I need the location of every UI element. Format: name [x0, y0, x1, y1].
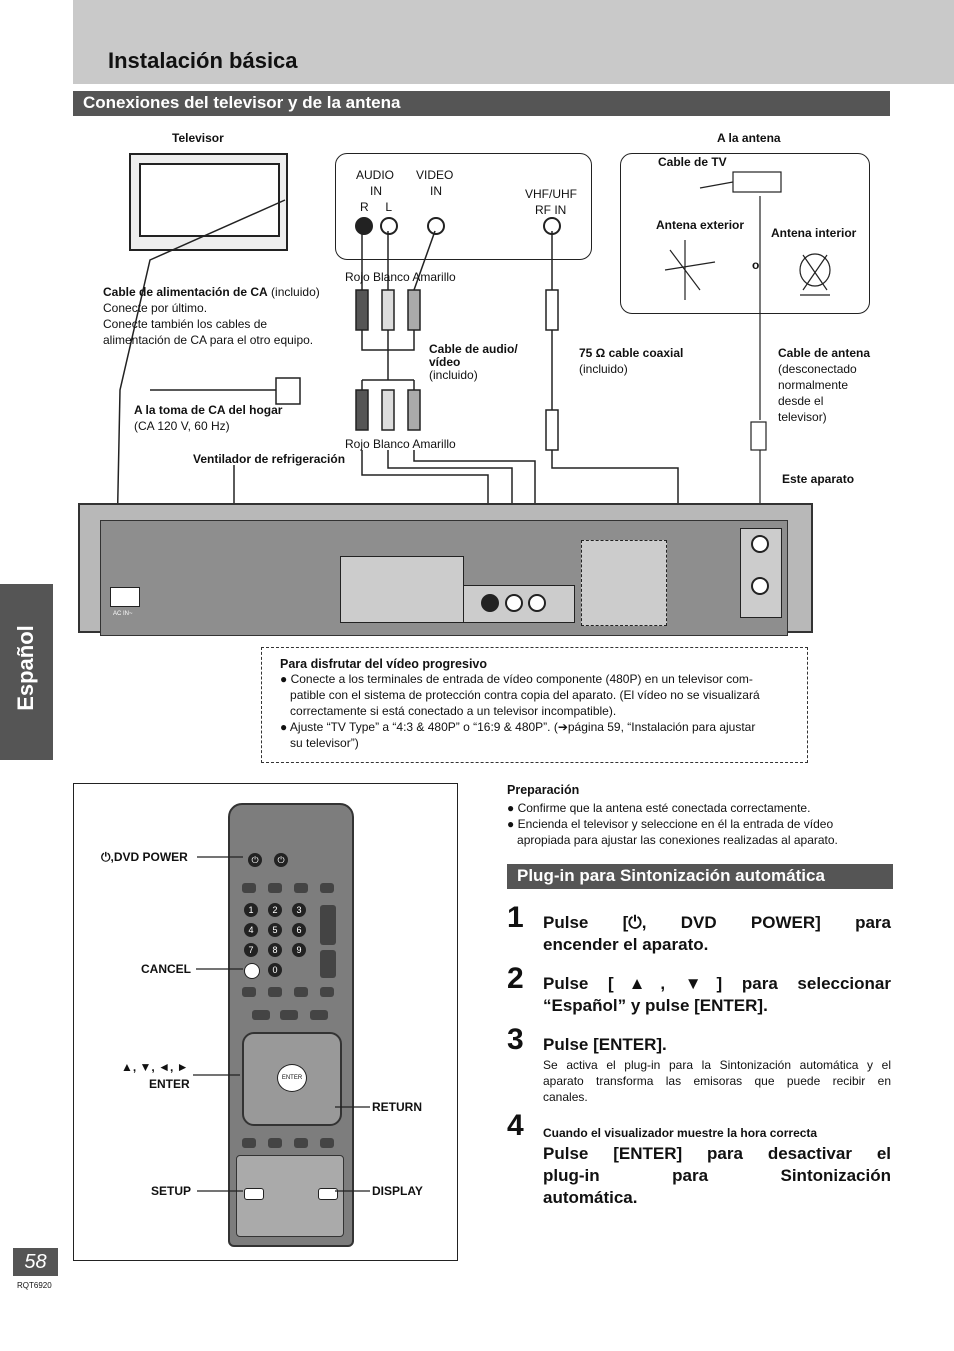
antenna-cable-3: desde el: [778, 394, 824, 408]
progressive-b2-l2: su televisor”): [290, 736, 359, 750]
document-code: RQT6920: [17, 1281, 52, 1290]
power-button-icon: ⏻: [248, 853, 262, 867]
step-4-line3: automática.: [543, 1188, 638, 1207]
progressive-b1-l1: Conecte a los terminales de entrada de vídeo componente (480P) en un televisor com-: [290, 672, 753, 686]
step-3-sub: [543, 1057, 891, 1105]
step-3-sub1: Se activa el plug-in para la Sintonización automática y el: [543, 1058, 891, 1072]
preparation-title: Preparación: [507, 783, 580, 797]
arrows-label: ▲, ▼, ◄, ►: [121, 1060, 189, 1074]
video-out-icon: [528, 594, 546, 612]
num-4-button: 4: [244, 923, 258, 937]
step-4-line1: Pulse [ENTER] para desactivar el: [543, 1144, 891, 1163]
preparation-b2-l2: apropiada para ajustar las conexiones realizadas al aparato.: [517, 833, 838, 847]
ac-in-label: AC IN~: [113, 611, 133, 617]
step-4-number: 4: [507, 1109, 524, 1142]
enter-button-icon: ENTER: [277, 1064, 307, 1092]
setup-label: SETUP: [151, 1184, 192, 1198]
step-1-number: 1: [507, 901, 524, 934]
step-3-number: 3: [507, 1023, 524, 1056]
step-3-sub2: aparato transforma las emisoras que puede recibir en: [543, 1074, 891, 1088]
antenna-cable-4: televisor): [778, 410, 827, 424]
step-2-line2: “Español” y pulse [ENTER].: [543, 996, 768, 1015]
tv-label: Televisor: [172, 131, 224, 145]
outdoor-antenna-label: Antena exterior: [656, 218, 745, 232]
antenna-cable-2: normalmente: [778, 378, 849, 392]
remote-callout-lines: [0, 0, 456, 1260]
video-in-label: VIDEO: [416, 168, 454, 182]
audio-rl-label: R L: [360, 200, 393, 214]
cable-colors-top: Rojo Blanco Amarillo: [345, 270, 456, 284]
coax-rest: (incluido): [579, 362, 628, 376]
power-line3: Conecte también los cables de: [103, 317, 268, 331]
progressive-bullets: ● Conecte a los terminales de entrada de vídeo componente (480P) en un televisor com- patible con el sistema de protección contra copia del aparato. (El vídeo no se visualizará correctamente si está conectado a un televisor incompatible). ● Ajuste “TV Type” a “4:3 & 480P” o “16:9 & 480P”. (➔página 59, “Instalación para ajustar su televisor”): [280, 672, 760, 750]
step-1-line1: Pulse [⏻, DVD POWER] para: [543, 913, 891, 932]
num-7-button: 7: [244, 943, 258, 957]
video-in-label2: IN: [430, 184, 442, 198]
rf-in-label: RF IN: [535, 203, 567, 217]
page-number: 58: [13, 1248, 58, 1276]
section-title: Conexiones del televisor y de la antena: [83, 93, 401, 112]
progressive-b1-l2: patible con el sistema de protección contra copia del aparato. (El vídeo no se visualizará: [290, 688, 760, 702]
step-2-number: 2: [507, 962, 524, 995]
audio-out-l-icon: [505, 594, 523, 612]
tv-power-button-icon: ⏻: [274, 853, 288, 867]
dvd-power-label: ⏻,DVD POWER: [101, 850, 188, 864]
antenna-cable-bold: Cable de antena: [778, 346, 871, 360]
step-1-line2: encender el aparato.: [543, 935, 709, 954]
num-2-button: 2: [268, 903, 282, 917]
power-line2: Conecte por último.: [103, 301, 208, 315]
step-2-text: [543, 973, 891, 1017]
component-out-area: [581, 540, 667, 626]
progressive-b2-l1: Ajuste “TV Type” a “4:3 & 480P” o “16:9 & 480P”. (➔página 59, “Instalación para ajustar: [289, 720, 756, 734]
power-cable-bold: Cable de alimentación de CA: [103, 285, 268, 299]
preparation-bullets: ● Confirme que la antena esté conectada correctamente. ● Encienda el televisor y seleccione en él la entrada de vídeo apropiada para ajustar las conexiones realizadas al aparato.: [507, 801, 838, 847]
outlet-bold: A la toma de CA del hogar: [134, 403, 283, 417]
step-4-line2: plug-in para Sintonización: [543, 1166, 891, 1185]
coax-bold: 75 Ω cable coaxial: [579, 346, 684, 360]
audio-out-r-icon: [481, 594, 499, 612]
plugin-title: Plug-in para Sintonización automática: [517, 866, 825, 885]
coax-note: [579, 345, 683, 377]
antenna-label: A la antena: [717, 131, 781, 145]
this-unit-label: Este aparato: [782, 472, 855, 486]
step-4-note: Cuando el visualizador muestre la hora correcta: [543, 1126, 818, 1140]
antenna-cable-note: [778, 345, 870, 425]
av-cable-bold1: Cable de audio/: [429, 342, 518, 356]
num-9-button: 9: [292, 943, 306, 957]
step-3-sub3: canales.: [543, 1090, 588, 1104]
progressive-b1-l3: correctamente si está conectado a un televisor incompatible).: [290, 704, 617, 718]
num-0-button: 0: [268, 963, 282, 977]
num-8-button: 8: [268, 943, 282, 957]
display-label: DISPLAY: [372, 1184, 423, 1198]
page-title: Instalación básica: [108, 48, 298, 73]
av-cable-bold2: vídeo: [429, 355, 461, 369]
return-label: RETURN: [372, 1100, 422, 1114]
cable-colors-bottom: Rojo Blanco Amarillo: [345, 437, 456, 451]
num-5-button: 5: [268, 923, 282, 937]
step-3-line1: Pulse [ENTER].: [543, 1035, 667, 1054]
step-1-text: [543, 912, 891, 956]
num-6-button: 6: [292, 923, 306, 937]
vhf-label: VHF/UHF: [525, 187, 577, 201]
power-cable-rest: (incluido): [267, 285, 320, 299]
power-line4: alimentación de CA para el otro equipo.: [103, 333, 314, 347]
num-3-button: 3: [292, 903, 306, 917]
enter-label: ENTER: [149, 1077, 190, 1091]
rf-in-terminal-icon: [751, 535, 769, 553]
preparation-b1: Confirme que la antena esté conectada correctamente.: [517, 801, 811, 815]
audio-in-label2: IN: [370, 184, 382, 198]
num-1-button: 1: [244, 903, 258, 917]
rf-out-terminal-icon: [751, 577, 769, 595]
preparation-b2-l1: Encienda el televisor y seleccione en él la entrada de vídeo: [517, 817, 834, 831]
cable-tv-label: Cable de TV: [658, 155, 727, 169]
step-2-line1: Pulse [▲, ▼] para seleccionar: [543, 974, 891, 993]
audio-in-label: AUDIO: [356, 168, 395, 182]
antenna-cable-1: (desconectado: [778, 362, 857, 376]
indoor-antenna-label: Antena interior: [771, 226, 857, 240]
fan-label: Ventilador de refrigeración: [193, 452, 346, 466]
outlet-rest: (CA 120 V, 60 Hz): [134, 419, 230, 433]
av-cable-rest: (incluido): [429, 368, 478, 382]
progressive-title: Para disfrutar del vídeo progresivo: [280, 657, 488, 671]
side-tab-label: Español: [13, 625, 38, 711]
cancel-label: CANCEL: [141, 962, 191, 976]
step-4-text: [543, 1143, 891, 1209]
or-label: o: [752, 258, 760, 272]
